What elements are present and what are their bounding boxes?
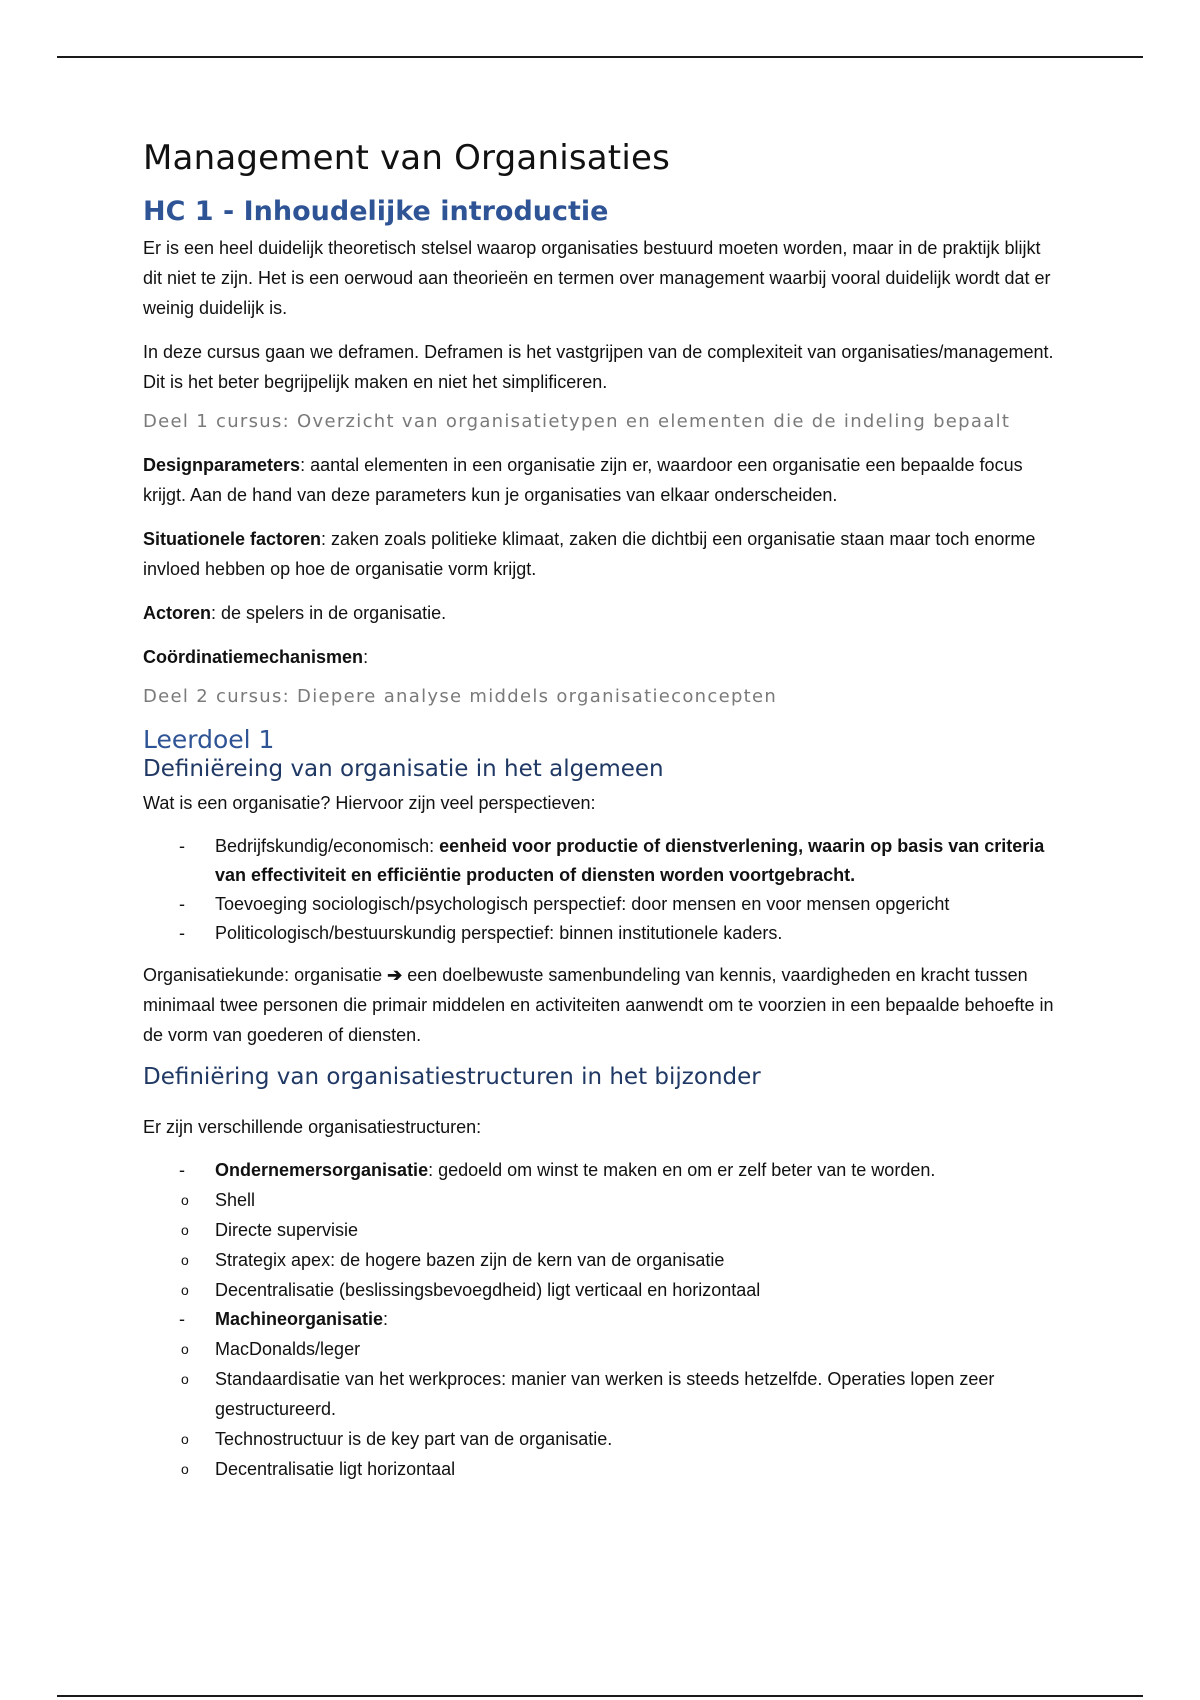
dash-bullet: - (179, 1160, 185, 1180)
document-page (143, 138, 1063, 1496)
text-actoren: : de spelers in de organisatie. (211, 603, 447, 623)
sublist-item-text: Standaardisatie van het werkproces: manier van werken is steeds hetzelfde. Operaties lopen zeer gestructureerd. (215, 1369, 995, 1419)
heading-hc1: HC 1 - Inhoudelijke introductie (143, 196, 609, 227)
term-machineorganisatie: Machineorganisatie (215, 1309, 384, 1329)
text-ondernemersorganisatie: : gedoeld om winst te maken en om er zelf beter van te worden. (428, 1160, 936, 1180)
circle-bullet: o (181, 1461, 189, 1477)
paragraph-designparameters (143, 450, 1063, 510)
footer-rule (57, 1695, 1143, 1697)
heading-definitie-organisatie: Definiëreing van organisatie in het algemeen (143, 756, 664, 782)
sublist-item (143, 1334, 1063, 1364)
perspectives-list (143, 832, 1063, 948)
term-coordinatiemechanismen: Coördinatiemechanismen (143, 647, 364, 667)
sublist-item-text: Decentralisatie ligt horizontaal (215, 1459, 456, 1479)
circle-bullet: o (181, 1252, 189, 1268)
text-machineorganisatie: : (383, 1309, 389, 1329)
dash-bullet: - (179, 1309, 185, 1329)
sublist-item (143, 1245, 1063, 1275)
text-designparameters: : aantal elementen in een organisatie zijn er, waardoor een organisatie een bepaalde focus krijgt. Aan de hand van deze parameters kun je organisaties van elkaar onderscheiden. (143, 455, 1023, 505)
term-actoren: Actoren (143, 603, 212, 623)
sublist-item (143, 1364, 1063, 1424)
list-item-text: Toevoeging sociologisch/psychologisch perspectief: door mensen en voor mensen opgericht (215, 894, 950, 914)
list-item (143, 832, 1063, 890)
sublist-item (143, 1454, 1063, 1484)
sublist-item-text: Decentralisatie (beslissingsbevoegdheid) ligt verticaal en horizontaal (215, 1280, 761, 1300)
paragraph-actoren (143, 598, 1063, 628)
list-item-bold: eenheid voor productie of dienstverlening, waarin op basis van criteria van effectiviteit en efficiëntie producten of diensten worden voortgebracht (215, 836, 1045, 885)
paragraph-coordinatiemechanismen (143, 642, 1063, 672)
sublist-item-text: Technostructuur is de key part van de organisatie. (215, 1429, 613, 1449)
subtitle-deel1: Deel 1 cursus: Overzicht van organisatietypen en elementen die de indeling bepaalt (143, 411, 1011, 432)
sublist-machineorganisatie (143, 1334, 1063, 1484)
list-item-text: Bedrijfskundig/economisch: (215, 836, 440, 856)
text-coordinatiemechanismen: : (363, 647, 369, 667)
sublist-item-text: Directe supervisie (215, 1220, 359, 1240)
list-item-bold-end: . (850, 865, 856, 885)
list-item (143, 1305, 1063, 1484)
sublist-item-text: Strategix apex: de hogere bazen zijn de kern van de organisatie (215, 1250, 725, 1270)
sublist-item-text: MacDonalds/leger (215, 1339, 361, 1359)
sublist-item-text: Shell (215, 1190, 256, 1210)
text-situationele-factoren: : zaken zoals politieke klimaat, zaken die dichtbij een organisatie staan maar toch enorme invloed hebben op hoe de organisatie vorm krijgt. (143, 529, 1036, 579)
subtitle-deel2: Deel 2 cursus: Diepere analyse middels organisatieconcepten (143, 686, 778, 707)
circle-bullet: o (181, 1282, 189, 1298)
term-situationele-factoren: Situationele factoren (143, 529, 322, 549)
dash-bullet: - (179, 894, 185, 914)
dash-bullet: - (179, 923, 185, 943)
circle-bullet: o (181, 1222, 189, 1238)
circle-bullet: o (181, 1431, 189, 1447)
sublist-item (143, 1215, 1063, 1245)
dash-bullet: - (179, 836, 185, 856)
paragraph-deframen: In deze cursus gaan we deframen. Deframen is het vastgrijpen van de complexiteit van organisaties/management. Dit is het beter begrijpelijk maken en niet het simplificeren. (143, 342, 1054, 392)
term-ondernemersorganisatie: Ondernemersorganisatie (215, 1160, 429, 1180)
structures-list (143, 1156, 1063, 1484)
list-item (143, 890, 1063, 919)
list-item (143, 919, 1063, 948)
term-designparameters: Designparameters (143, 455, 301, 475)
heading-organisatiestructuren: Definiëring van organisatiestructuren in het bijzonder (143, 1064, 761, 1090)
paragraph-intro: Er is een heel duidelijk theoretisch stelsel waarop organisaties bestuurd moeten worden, maar in de praktijk blijkt dit niet te zijn. Het is een oerwoud aan theorieën en termen over management waarbij vooral duidelijk wordt dat er weinig duidelijk is. (143, 238, 1051, 318)
sublist-item (143, 1424, 1063, 1454)
paragraph-structuren-intro: Er zijn verschillende organisatiestructuren: (143, 1117, 482, 1137)
sublist-item (143, 1185, 1063, 1215)
organisatiekunde-lead: Organisatiekunde: organisatie (143, 965, 388, 985)
arrow-right-icon: ➔ (387, 965, 403, 985)
header-rule (57, 56, 1143, 58)
heading-leerdoel1: Leerdoel 1 (143, 725, 275, 754)
organisatiekunde-definition: een doelbewuste samenbundeling van kennis, vaardigheden en kracht tussen minimaal twee personen die primair middelen en activiteiten aanwendt om te voorzien in een bepaalde behoefte in de vorm van goederen of diensten. (143, 965, 1054, 1045)
paragraph-organisatiekunde (143, 960, 1063, 1050)
circle-bullet: o (181, 1192, 189, 1208)
document-title: Management van Organisaties (143, 138, 671, 178)
paragraph-situationele-factoren (143, 524, 1063, 584)
list-item-text: Politicologisch/bestuurskundig perspectief: binnen institutionele kaders. (215, 923, 783, 943)
circle-bullet: o (181, 1371, 189, 1387)
sublist-item (143, 1275, 1063, 1305)
sublist-ondernemersorganisatie (143, 1185, 1063, 1305)
list-item (143, 1156, 1063, 1305)
paragraph-perspectieven-intro: Wat is een organisatie? Hiervoor zijn veel perspectieven: (143, 793, 596, 813)
circle-bullet: o (181, 1341, 189, 1357)
